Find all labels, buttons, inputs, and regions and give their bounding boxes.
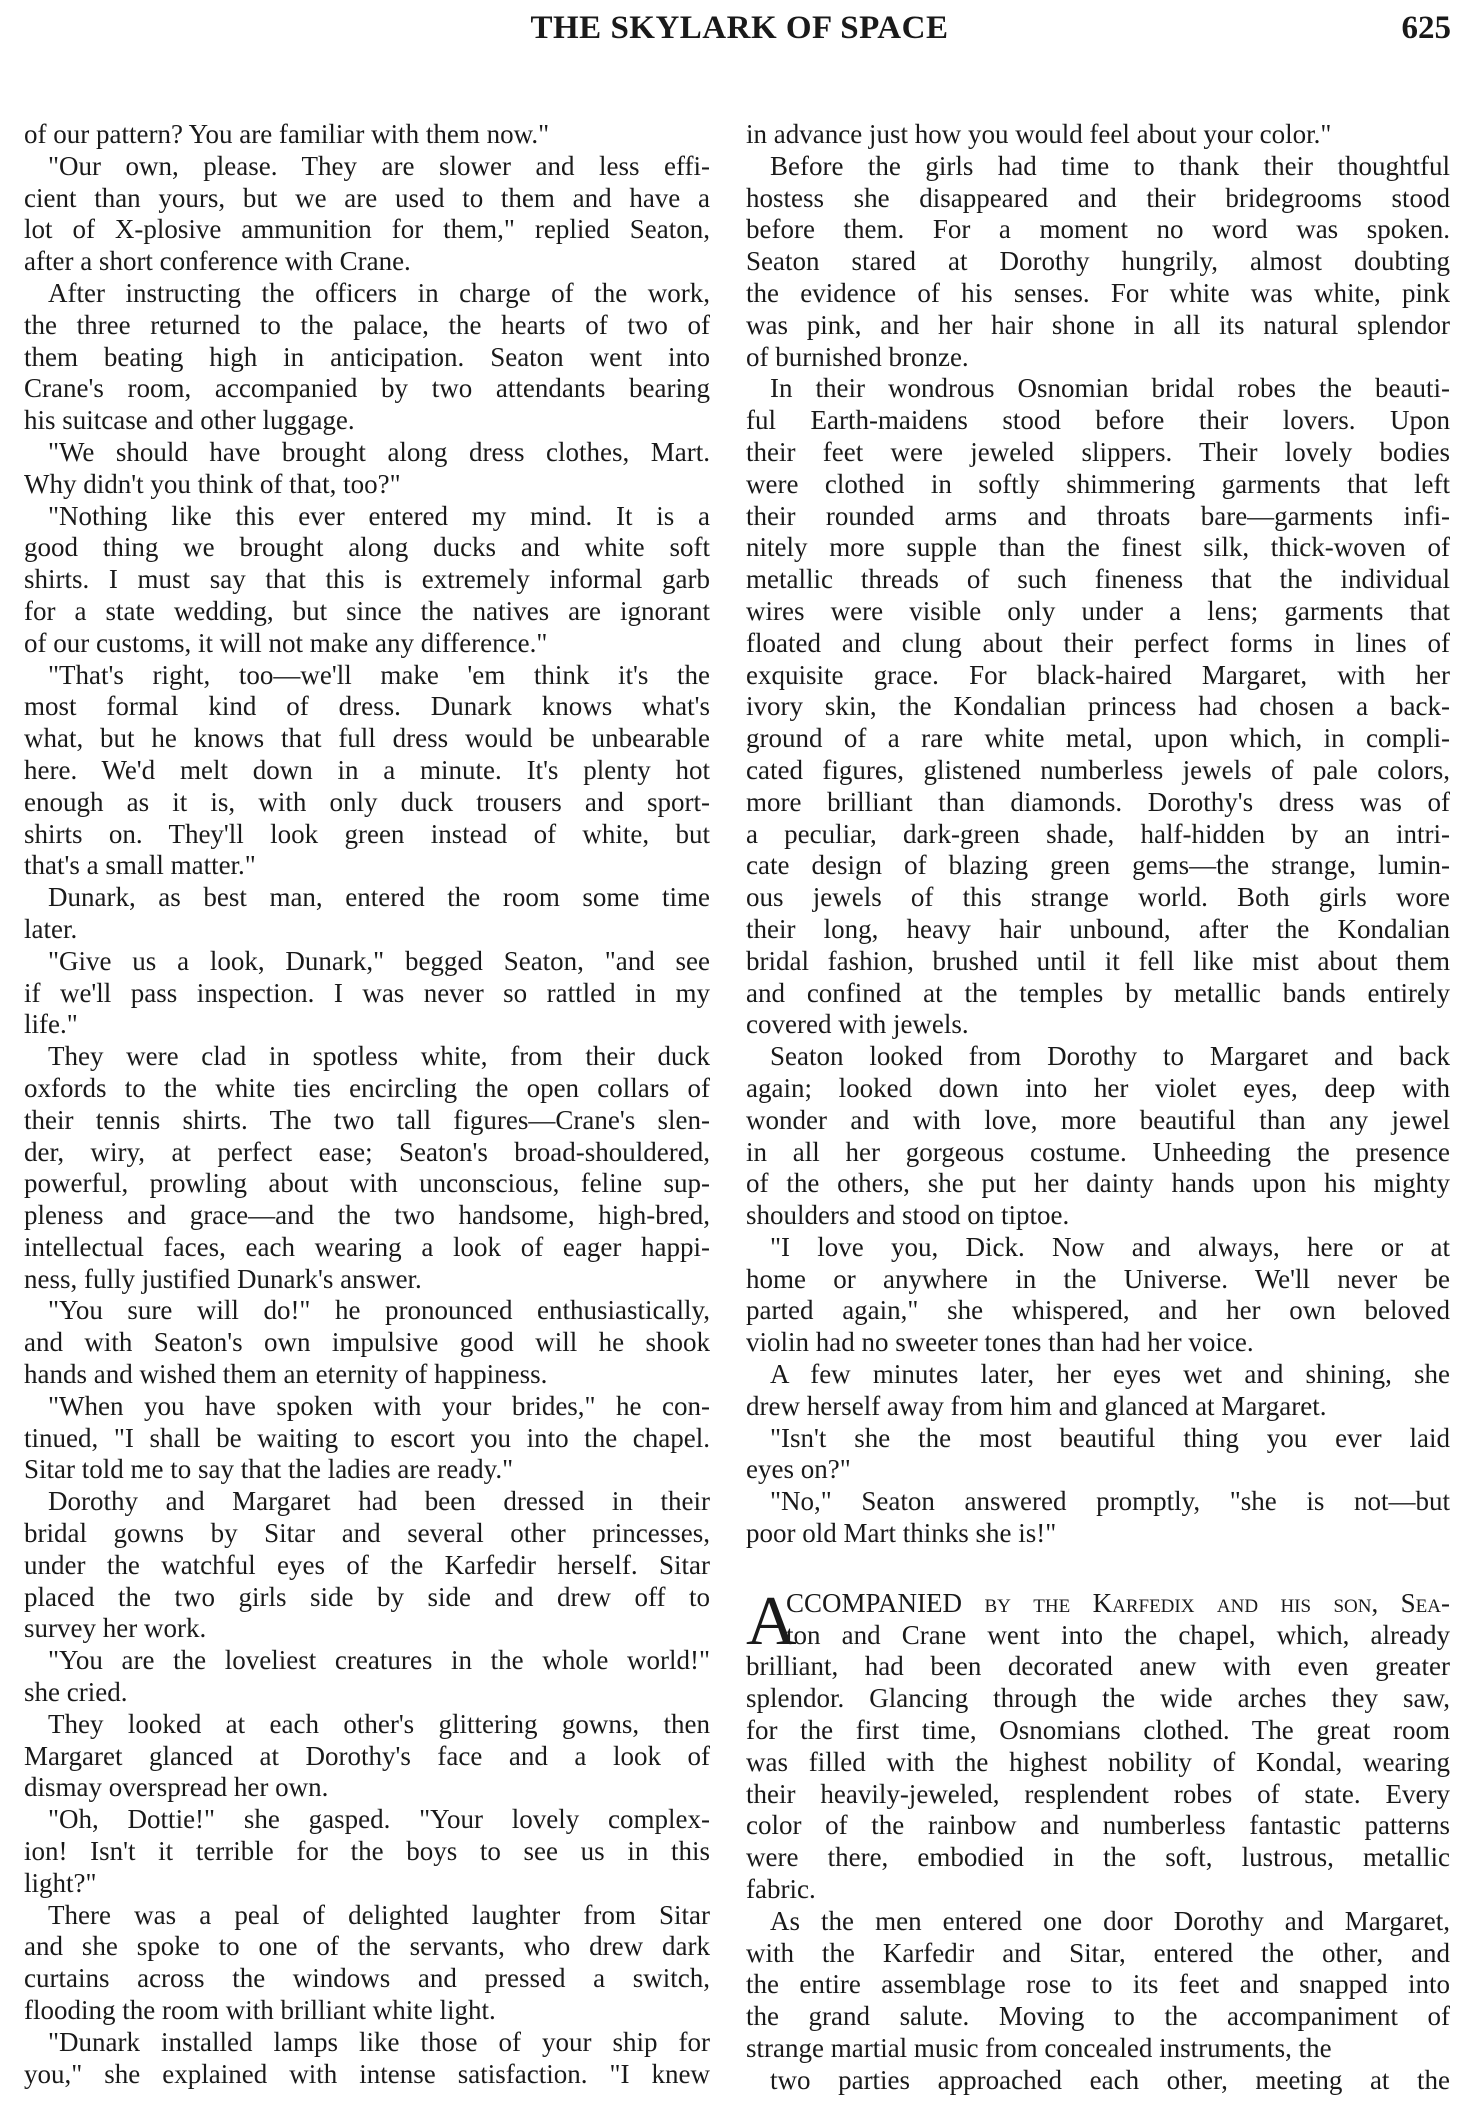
running-header-title: THE SKYLARK OF SPACE [530,10,949,46]
paragraph [746,119,1450,151]
paragraph [746,1041,1450,1232]
text-line: ton and Crane went into the chapel, which, already [786,1619,1450,1650]
paragraph [24,278,710,437]
drop-cap: A [746,1582,797,1660]
text-line: "We should have brought along dress clothes, Mart. [48,436,710,467]
text-line: "That's right, too—we'll make 'em think it's the [48,659,710,690]
text-line: hostess she disappeared and their bridegrooms stood [746,182,1450,213]
text-line: again; looked down into her violet eyes, deep with [746,1072,1450,1103]
text-line: pleness and grace—and the two handsome, high-bred, [24,1200,710,1231]
text-line: They looked at each other's glittering gowns, then [48,1708,710,1739]
text-line: more brilliant than diamonds. Dorothy's dress was of [746,786,1450,817]
text-line: cate design of blazing green gems—the strange, lumin- [746,850,1450,881]
text-line: After instructing the officers in charge of the work, [48,277,710,308]
text-line: hands and wished them an eternity of happiness. [24,1359,548,1390]
text-line: color of the rainbow and numberless fantastic patterns [746,1810,1450,1841]
paragraph [746,1486,1450,1550]
text-line: There was a peal of delighted laughter from Sitar [48,1899,710,1930]
text-line: later. [24,913,78,944]
text-line: "No," Seaton answered promptly, "she is not—but [770,1486,1450,1517]
text-line: tinued, "I shall be waiting to escort you into the chapel. [24,1422,710,1453]
text-line: of our customs, it will not make any difference." [24,627,548,658]
text-line: the evidence of his senses. For white was white, pink [746,277,1450,308]
text-line: strange martial music from concealed instruments, the [746,2033,1332,2064]
text-line: splendor. Glancing through the wide arches they saw, [746,1683,1450,1714]
paragraph [24,1900,710,2027]
paragraph [746,1359,1450,1423]
text-line: Seaton looked from Dorothy to Margaret and back [770,1041,1450,1072]
text-line: and with Seaton's own impulsive good will he shook [24,1327,710,1358]
paragraph [746,373,1450,1041]
text-line: They were clad in spotless white, from their duck [48,1041,710,1072]
text-line: was filled with the highest nobility of Kondal, wearing [746,1746,1450,1777]
text-line: Before the girls had time to thank their thoughtful [770,150,1450,181]
text-line: were clothed in softly shimmering garments that left [746,468,1450,499]
text-line: wonder and with love, more beautiful than any jewel [746,1104,1450,1135]
paragraph [746,1232,1450,1359]
text-line: most formal kind of dress. Dunark knows what's [24,691,710,722]
text-line: "Oh, Dottie!" she gasped. "Your lovely complex- [48,1804,710,1835]
text-line: good thing we brought along ducks and white soft [24,532,710,563]
text-line: cient than yours, but we are used to them and have a [24,182,710,213]
text-line: "You are the loveliest creatures in the whole world!" [48,1645,710,1676]
text-line: nitely more supple than the finest silk, thick-woven of [746,532,1450,563]
text-line: two parties approached each other, meeting at the [770,2064,1450,2095]
text-line: "Our own, please. They are slower and less effi- [48,150,710,181]
text-line: of our pattern? You are familiar with them now." [24,119,550,149]
text-column-right [746,119,1450,2097]
text-line: drew herself away from him and glanced at Margaret. [746,1390,1327,1421]
text-line: of burnished bronze. [746,341,969,372]
text-line: after a short conference with Crane. [24,246,411,277]
text-line: der, wiry, at perfect ease; Seaton's broad-shouldered, [24,1136,710,1167]
text-line: of the others, she put her dainty hands upon his mighty [746,1168,1450,1199]
text-line: ous jewels of this strange world. Both girls wore [746,882,1450,913]
text-line: exquisite grace. For black-haired Margaret, with her [746,659,1450,690]
text-line: that's a small matter." [24,850,256,881]
text-line: bridal fashion, brushed until it fell like mist about them [746,945,1450,976]
text-line: "Give us a look, Dunark," begged Seaton, "and see [48,945,710,976]
text-line: if we'll pass inspection. I was never so rattled in my [24,977,710,1008]
text-line: "I love you, Dick. Now and always, here or at [770,1231,1450,1262]
paragraph [24,1041,710,1295]
text-line: lot of X-plosive ammunition for them," replied Seaton, [24,214,710,245]
text-line: "When you have spoken with your brides," he con- [48,1390,710,1421]
paragraph [24,151,710,278]
text-line: Dunark, as best man, entered the room some time [48,882,710,913]
text-line: for a state wedding, but since the natives are ignorant [24,595,710,626]
text-line: eyes on?" [746,1454,851,1485]
text-line: Seaton stared at Dorothy hungrily, almost doubting [746,246,1450,277]
paragraph [24,882,710,946]
text-line: cated figures, glistened numberless jewels of pale colors, [746,754,1450,785]
text-line: ground of a rare white metal, upon which, in compli- [746,723,1450,754]
text-line: the three returned to the palace, the hearts of two of [24,309,710,340]
paragraph [24,1295,710,1390]
paragraph [24,660,710,883]
text-line: ness, fully justified Dunark's answer. [24,1263,422,1294]
text-line: in advance just how you would feel about your color." [746,119,1332,149]
page-number: 625 [1401,10,1451,46]
text-line: ivory skin, the Kondalian princess had chosen a back- [746,691,1450,722]
text-line: and she spoke to one of the servants, who drew dark [24,1931,710,1962]
text-line: violin had no sweeter tones than had her voice. [746,1327,1254,1358]
paragraph [24,2027,710,2091]
text-line: were there, embodied in the soft, lustrous, metallic [746,1842,1450,1873]
text-line: for the first time, Osnomians clothed. The great room [746,1715,1450,1746]
text-line: Crane's room, accompanied by two attendants bearing [24,373,710,404]
text-line: parted again," she whispered, and her own beloved [746,1295,1450,1326]
text-line: ful Earth-maidens stood before their lovers. Upon [746,405,1450,436]
paragraph [746,2065,1450,2097]
text-line: flooding the room with brilliant white light. [24,1995,496,2026]
text-line: shoulders and stood on tiptoe. [746,1200,1070,1231]
text-line: wires were visible only under a lens; garments that [746,595,1450,626]
text-line: metallic threads of such fineness that the individual [746,564,1450,595]
text-line: Why didn't you think of that, too?" [24,468,401,499]
text-line: covered with jewels. [746,1009,969,1040]
text-line: In their wondrous Osnomian bridal robes the beauti- [770,373,1450,404]
text-line: curtains across the windows and pressed a switch, [24,1963,710,1994]
text-line: intellectual faces, each wearing a look of eager happi- [24,1231,710,1262]
text-line: their rounded arms and throats bare—garments infi- [746,500,1450,531]
text-line: shirts on. They'll look green instead of white, but [24,818,710,849]
paragraph [746,1906,1450,2065]
text-line: and confined at the temples by metallic bands entirely [746,977,1450,1008]
text-line: here. We'd melt down in a minute. It's plenty hot [24,754,710,785]
paragraph [24,437,710,501]
text-line: with the Karfedir and Sitar, entered the other, and [746,1937,1450,1968]
text-line: ion! Isn't it terrible for the boys to see us in this [24,1836,710,1867]
section-break [746,1550,1450,1588]
text-line: their heavily-jeweled, resplendent robes of state. Every [746,1778,1450,1809]
text-line: home or anywhere in the Universe. We'll never be [746,1263,1450,1294]
text-line: his suitcase and other luggage. [24,405,355,436]
text-line: you," she explained with intense satisfaction. "I knew [24,2058,710,2089]
text-line: dismay overspread her own. [24,1772,329,1803]
text-line: "Nothing like this ever entered my mind. It is a [48,500,710,531]
text-line: their long, heavy hair unbound, after the Kondalian [746,913,1450,944]
text-line: the grand salute. Moving to the accompaniment of [746,2001,1450,2032]
paragraph [746,1582,1450,1906]
text-line: their tennis shirts. The two tall figures—Crane's slen- [24,1104,710,1135]
text-line: Sitar told me to say that the ladies are ready." [24,1454,514,1485]
text-line: survey her work. [24,1613,207,1644]
text-column-left [24,119,710,2090]
paragraph [24,946,710,1041]
text-line: in all her gorgeous costume. Unheeding the presence [746,1136,1450,1167]
text-line: "Dunark installed lamps like those of your ship for [48,2026,710,2057]
text-line: floated and clung about their perfect forms in lines of [746,627,1450,658]
text-line: what, but he knows that full dress would be unbearable [24,723,710,754]
text-line: light?" [24,1867,97,1898]
text-line: them beating high in anticipation. Seaton went into [24,341,710,372]
text-line: under the watchful eyes of the Karfedir herself. Sitar [24,1549,710,1580]
text-line: A few minutes later, her eyes wet and shining, she [770,1359,1450,1390]
text-line: As the men entered one door Dorothy and Margaret, [770,1905,1450,1936]
text-line: CCOMPANIED by the Karfedix and his son, Sea- [786,1587,1450,1618]
paragraph [24,1645,710,1709]
text-line: their feet were jeweled slippers. Their lovely bodies [746,436,1450,467]
text-line: poor old Mart thinks she is!" [746,1518,1057,1549]
text-line: enough as it is, with only duck trousers and sport- [24,786,710,817]
paragraph [24,1391,710,1486]
paragraph [24,501,710,660]
text-line: placed the two girls side by side and drew off to [24,1581,710,1612]
text-line: the entire assemblage rose to its feet and snapped into [746,1969,1450,2000]
paragraph [746,151,1450,374]
text-line: was pink, and her hair shone in all its natural splendor [746,309,1450,340]
text-line: she cried. [24,1677,128,1708]
paragraph [24,1709,710,1804]
paragraph [24,119,710,151]
paragraph [746,1423,1450,1487]
text-line: "Isn't she the most beautiful thing you ever laid [770,1422,1450,1453]
text-line: powerful, prowling about with unconscious, feline sup- [24,1168,710,1199]
text-line: Margaret glanced at Dorothy's face and a look of [24,1740,710,1771]
text-line: brilliant, had been decorated anew with even greater [746,1651,1450,1682]
paragraph [24,1486,710,1645]
paragraph [24,1804,710,1899]
text-line: Dorothy and Margaret had been dressed in their [48,1486,710,1517]
text-line: oxfords to the white ties encircling the open collars of [24,1072,710,1103]
text-line: bridal gowns by Sitar and several other princesses, [24,1518,710,1549]
text-line: fabric. [746,1874,816,1905]
text-line: shirts. I must say that this is extremely informal garb [24,564,710,595]
text-line: a peculiar, dark-green shade, half-hidden by an intri- [746,818,1450,849]
text-line: "You sure will do!" he pronounced enthusiastically, [48,1295,710,1326]
text-line: before them. For a moment no word was spoken. [746,214,1450,245]
text-line: life." [24,1009,78,1040]
